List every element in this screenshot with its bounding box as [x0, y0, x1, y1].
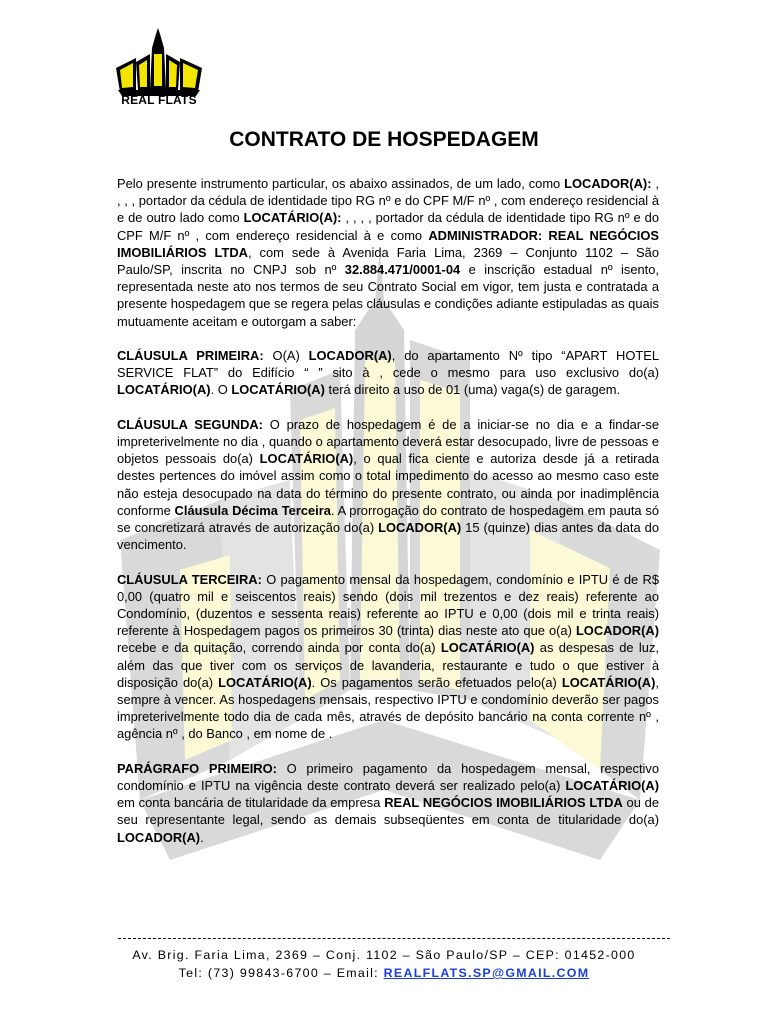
bold-term: LOCATÁRIO(A): — [243, 210, 342, 226]
bold-term: LOCADOR(A) — [575, 623, 659, 639]
bold-term: LOCADOR(A) — [308, 348, 392, 364]
document-title: CONTRATO DE HOSPEDAGEM — [229, 128, 539, 151]
paragraph-text: ou de seu representante legal, sendo as demais subseqüentes em conta de titularidade do(a) — [117, 795, 659, 828]
paragraph-text: O prazo de hospedagem é de a iniciar-se no dia e a findar-se impreterivelmente no dia , quando o apartamento deverá estar desocupado, livre de pessoas e objetos pessoais do(a) — [117, 416, 659, 467]
paragraph-text: O pagamento mensal da hospedagem, condomínio e IPTU é de R$ 0,00 (quatro mil e seiscentos reais) sendo (dois mil trezentos e dez reais) referente ao Condomínio, (duzentos e sessenta reais) referente ao IPTU e 0,00 (dois mil e trinta reais) referente à Hospedagem pagos os primeiros 30 (trinta) dias neste ato que o(a) — [117, 571, 659, 639]
paragraph-text: , com sede à Avenida Faria Lima, 2369 – Conjunto 1102 – São Paulo/SP, inscrita no CNPJ sob nº — [117, 244, 659, 278]
bold-term: CLÁUSULA PRIMEIRA: — [117, 348, 264, 364]
paragraph-text: , , , , portador da cédula de identidade tipo RG nº e do CPF M/F nº , com endereço residencial à e como — [117, 210, 659, 243]
paragraph-text: . O — [210, 382, 232, 398]
clause-first — [117, 347, 659, 399]
paragraph-text: . A prorrogação do contrato de hospedagem em pauta só se concretizará através de autorização do(a) — [117, 502, 659, 536]
bold-term: LOCATÁRIO(A) — [231, 382, 325, 398]
paragraph-text: recebe e da quitação, correndo ainda por conta do(a) — [117, 640, 441, 656]
bold-term: LOCATÁRIO(A) — [117, 382, 211, 398]
bold-term: ADMINISTRADOR: REAL NEGÓCIOS IMOBILIÁRIOS LTDA — [117, 227, 659, 260]
footer-contact — [0, 966, 768, 980]
clause-third — [117, 571, 659, 743]
clause-second — [117, 416, 659, 554]
bold-term: LOCATÁRIO(A) — [561, 674, 656, 690]
bold-term: LOCATÁRIO(A) — [440, 640, 535, 656]
bold-term: Cláusula Décima Terceira — [174, 502, 331, 518]
bold-term: LOCATÁRIO(A) — [218, 674, 312, 690]
footer-phone: Tel: (73) 99843-6700 – Email: — [178, 966, 384, 980]
contract-body — [117, 175, 659, 863]
bold-term: LOCADOR(A) — [117, 829, 201, 845]
bold-term: 32.884.471/0001-04 — [344, 262, 461, 278]
footer-address: Av. Brig. Faria Lima, 2369 – Conj. 1102 – São Paulo/SP – CEP: 01452-000 — [132, 948, 636, 962]
paragraph-text: Pelo presente instrumento particular, os abaixo assinados, de um lado, como — [117, 176, 565, 191]
paragraph-text: , do apartamento Nº tipo “APART HOTEL SERVICE FLAT” do Edifício “ ” sito à , cede o mesmo para uso exclusivo do(a) — [117, 348, 660, 381]
intro-paragraph — [117, 175, 659, 330]
bold-term: LOCADOR(A) — [378, 520, 462, 536]
paragraph-text: . — [200, 829, 204, 845]
bold-term: LOCADOR(A): — [564, 176, 652, 191]
paragraph-text: , , , , portador da cédula de identidade tipo RG nº e do CPF M/F nº , com endereço residencial à e de outro lado como — [117, 176, 659, 226]
email-link[interactable]: REALFLATS.SP@GMAIL.COM — [383, 966, 590, 980]
paragraph-text: O(A) — [263, 348, 309, 364]
bold-term: PARÁGRAFO PRIMEIRO: — [117, 760, 277, 776]
paragraph-text: em conta bancária de titularidade da empresa — [117, 795, 385, 811]
paragraph-first — [117, 760, 659, 846]
paragraph-text: terá direito a uso de 01 (uma) vaga(s) de garagem. — [324, 382, 621, 398]
bold-term: CLÁUSULA TERCEIRA: — [117, 571, 262, 587]
bold-term: LOCATÁRIO(A) — [565, 778, 659, 794]
paragraph-text: e inscrição estadual nº isento, representada neste ato nos termos de seu Contrato Social em vigor, tem justa e contratada a presente hospedagem que se regera pelas cláusulas e condições adiante estipuladas as quais mutuamente aceitam e outorgam a saber: — [117, 262, 659, 329]
bold-term: REAL NEGÓCIOS IMOBILIÁRIOS LTDA — [384, 795, 623, 811]
paragraph-text: . Os pagamentos serão efetuados pelo(a) — [311, 674, 562, 690]
logo-text: REAL FLATS — [121, 93, 197, 107]
bold-term: LOCATÁRIO(A) — [259, 451, 354, 467]
footer-divider — [118, 938, 670, 939]
paragraph-text: as despesas de luz, além das que tiver com os serviços de lavanderia, restaurante e tudo o que estiver à disposição do(a) — [117, 640, 659, 690]
paragraph-text: , sempre à vencer. As hospedagens mensais, respectivo IPTU e condomínio deverão ser pagos impreterivelmente todo dia de cada mês, através de depósito bancário na conta corrente nº , agência nº , do Banco , em nome de . — [117, 674, 659, 742]
bold-term: CLÁUSULA SEGUNDA: — [117, 416, 263, 432]
paragraph-text: , o qual fica ciente e autoriza desde já a retirada destes pertences do imóvel assim como o total impedimento do acesso ao mesmo caso este não esteja desocupado na data do término do presente contrato, ou ainda por inadimplência conforme — [117, 451, 659, 518]
paragraph-text: 15 (quinze) dias antes da data do vencimento. — [117, 520, 659, 553]
paragraph-text: O primeiro pagamento da hospedagem mensal, respectivo condomínio e IPTU na vigência deste contrato deverá ser realizado pelo(a) — [117, 760, 660, 794]
